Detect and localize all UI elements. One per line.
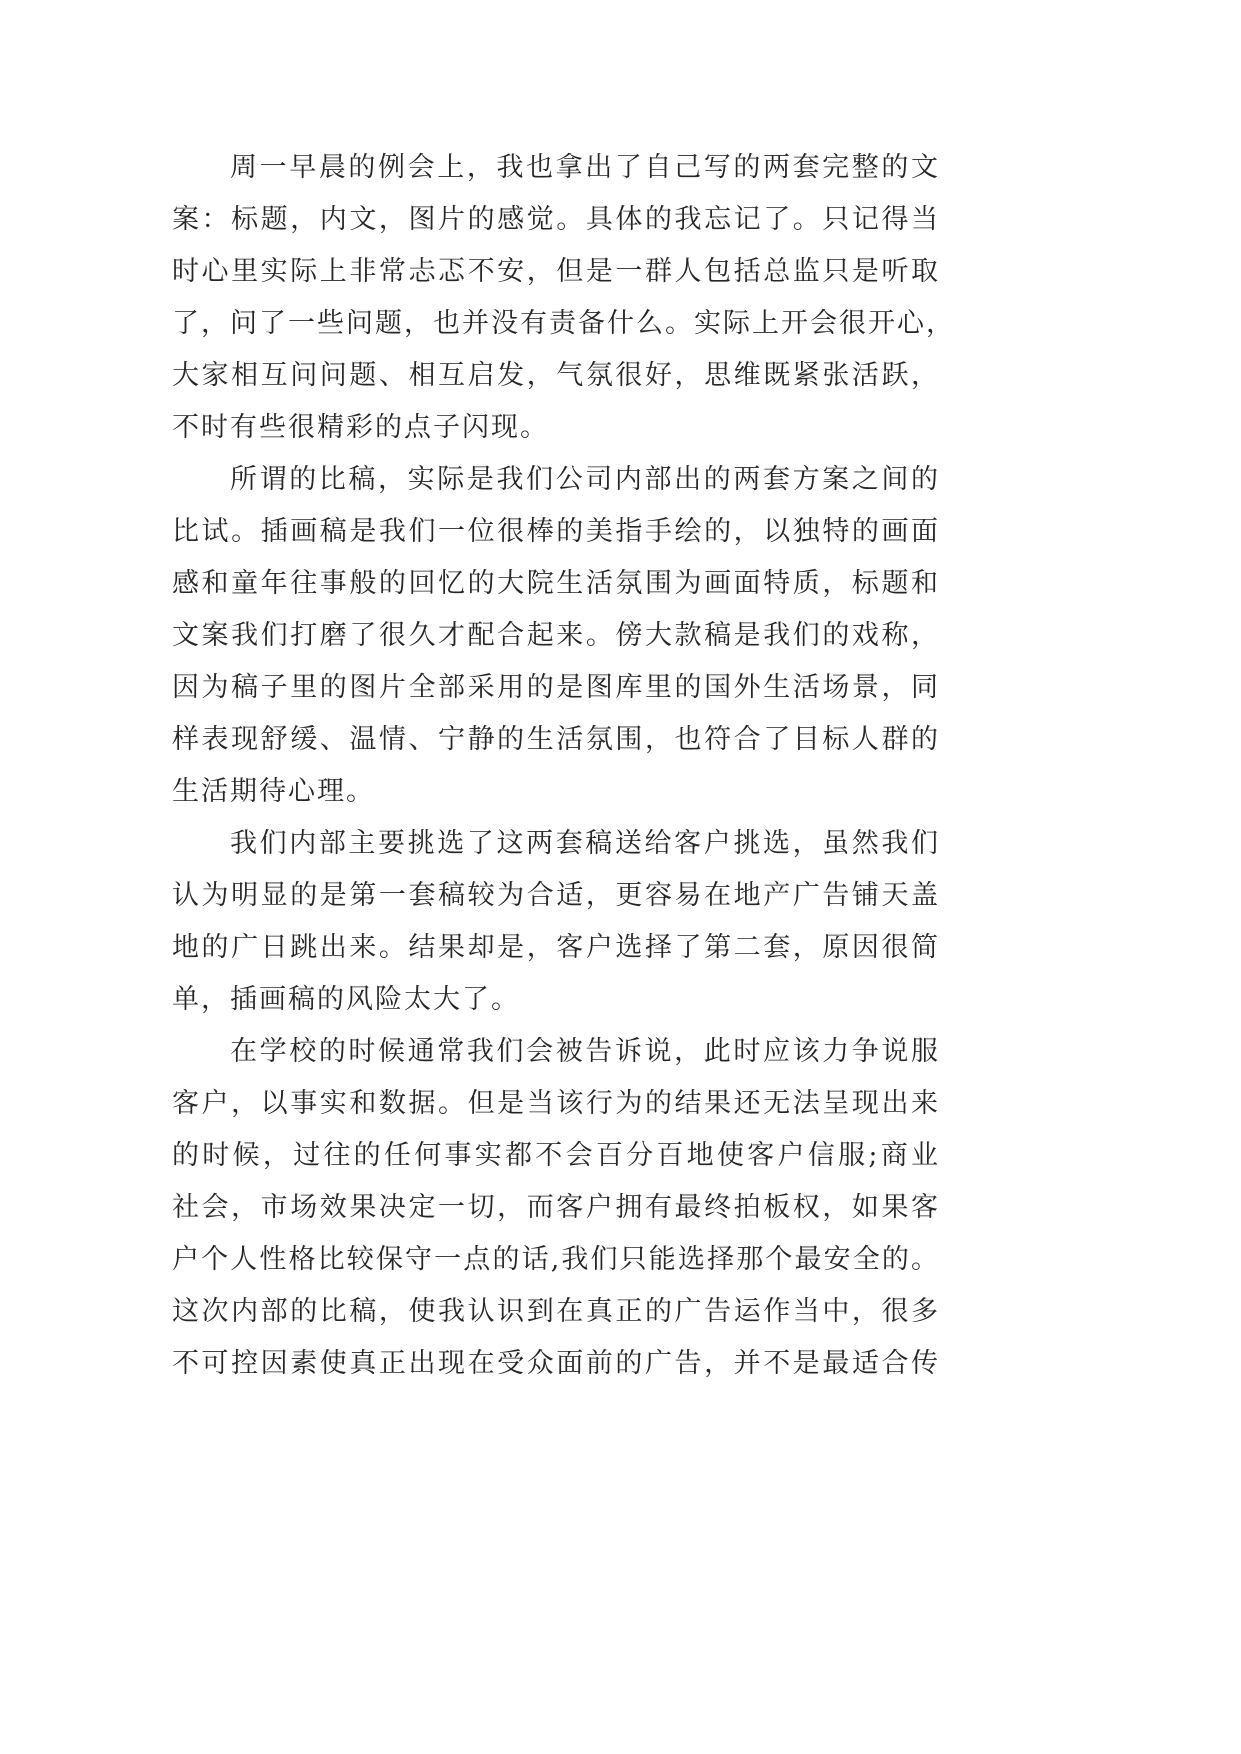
text-line: 不时有些很精彩的点子闪现。	[172, 412, 549, 443]
text-line: 单，插画稿的风险太大了。	[172, 984, 520, 1015]
document-page	[172, 142, 955, 1390]
text-line: 样表现舒缓、温情、宁静的生活氛围，也符合了目标人群的	[172, 724, 940, 755]
text-line: 感和童年往事般的回忆的大院生活氛围为画面特质，标题和	[172, 568, 940, 599]
text-line: 地的广日跳出来。结果却是，客户选择了第二套，原因很简	[172, 932, 940, 963]
text-line: 大家相互问问题、相互启发，气氛很好，思维既紧张活跃，	[172, 360, 940, 391]
text-line: 这次内部的比稿，使我认识到在真正的广告运作当中，很多	[172, 1296, 940, 1327]
text-line: 比试。插画稿是我们一位很棒的美指手绘的，以独特的画面	[172, 516, 940, 547]
paragraph-3	[172, 818, 940, 1026]
text-line: 时心里实际上非常忐忑不安，但是一群人包括总监只是听取	[172, 256, 940, 287]
text-line: 社会，市场效果决定一切，而客户拥有最终拍板权，如果客	[172, 1192, 940, 1223]
paragraph-1	[172, 142, 955, 454]
text-line: 不可控因素使真正出现在受众面前的广告，并不是最适合传	[172, 1348, 940, 1379]
paragraph-4	[172, 1026, 940, 1390]
text-line: 了，问了一些问题，也并没有责备什么。实际上开会很开心，	[172, 308, 955, 339]
text-line: 文案我们打磨了很久才配合起来。傍大款稿是我们的戏称，	[172, 620, 940, 651]
text-line: 在学校的时候通常我们会被告诉说，此时应该力争说服	[230, 1036, 940, 1067]
text-line: 因为稿子里的图片全部采用的是图库里的国外生活场景，同	[172, 672, 940, 703]
paragraph-2	[172, 454, 940, 818]
text-line: 周一早晨的例会上，我也拿出了自己写的两套完整的文	[230, 152, 940, 183]
text-line: 认为明显的是第一套稿较为合适，更容易在地产广告铺天盖	[172, 880, 940, 911]
text-line: 的时候，过往的任何事实都不会百分百地使客户信服;商业	[172, 1140, 940, 1171]
text-line: 案：标题，内文，图片的感觉。具体的我忘记了。只记得当	[172, 204, 940, 235]
text-line: 户个人性格比较保守一点的话,我们只能选择那个最安全的。	[172, 1244, 940, 1275]
text-line: 客户，以事实和数据。但是当该行为的结果还无法呈现出来	[172, 1088, 940, 1119]
text-line: 我们内部主要挑选了这两套稿送给客户挑选，虽然我们	[230, 828, 940, 859]
text-line: 所谓的比稿，实际是我们公司内部出的两套方案之间的	[230, 464, 940, 495]
text-line: 生活期待心理。	[172, 776, 375, 807]
